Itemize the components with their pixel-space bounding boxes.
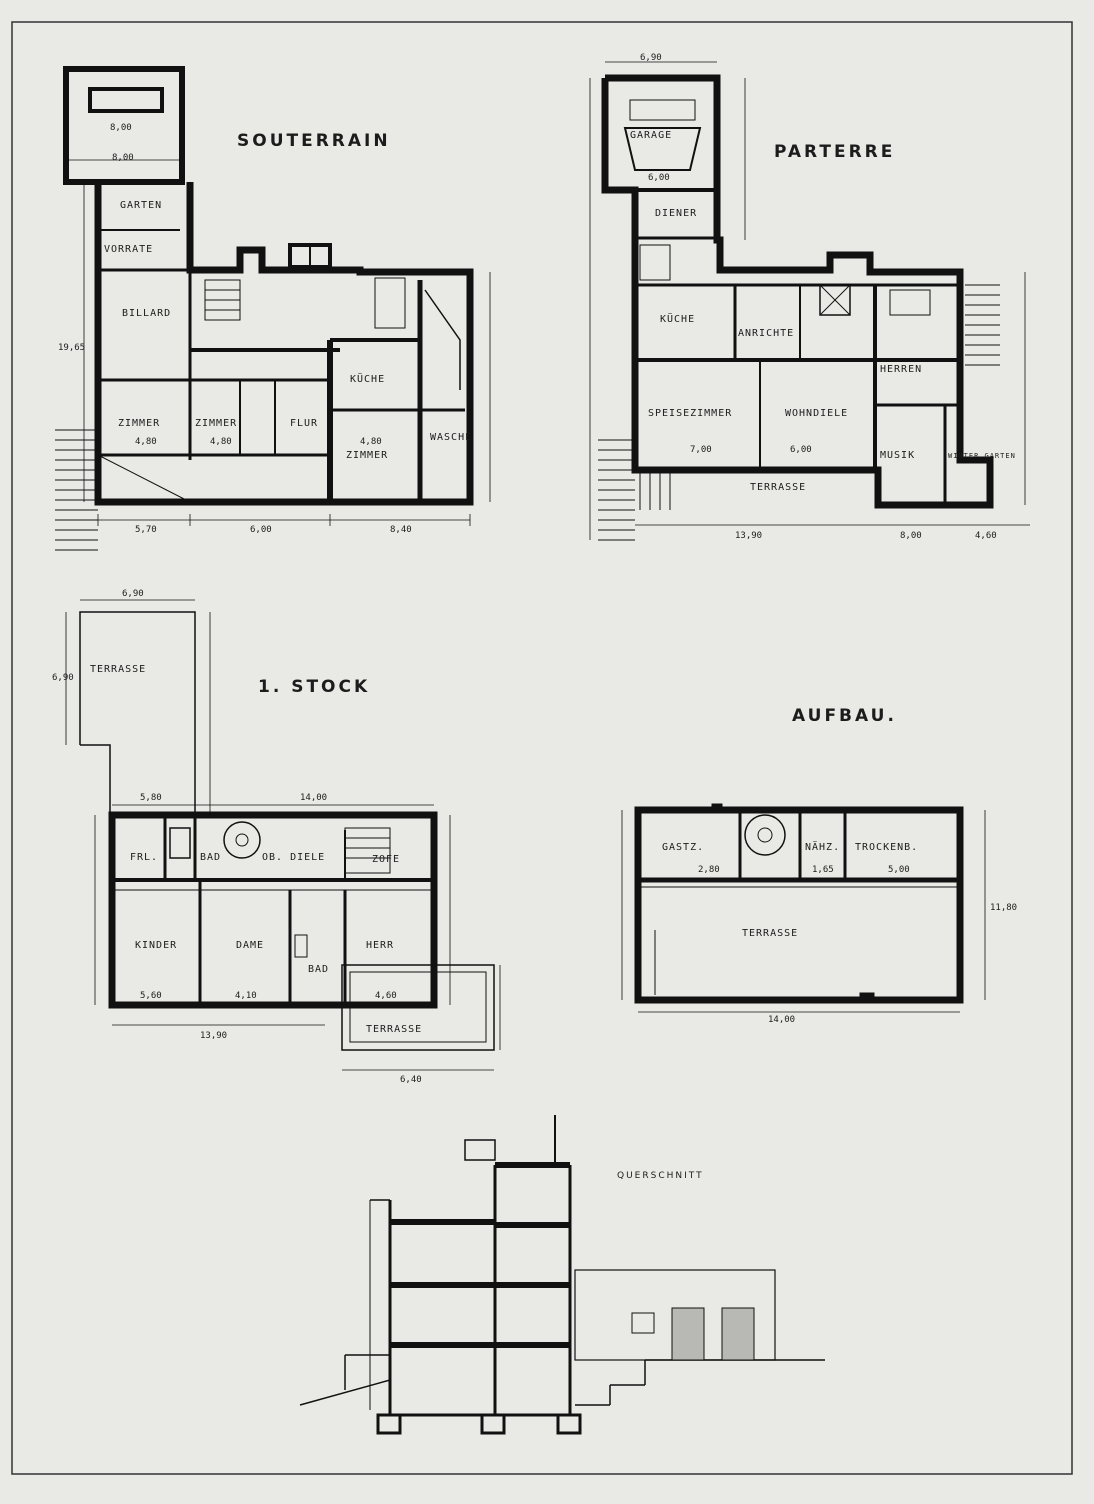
dim-label: 7,00 — [690, 445, 712, 455]
room-label: NÄHZ. — [805, 842, 841, 853]
room-label: TERRASSE — [366, 1024, 423, 1035]
dim-label: 6,00 — [790, 445, 812, 455]
dim-label: 2,80 — [698, 865, 720, 875]
dim-label: 6,00 — [648, 173, 670, 183]
dim-label: 4,80 — [210, 437, 232, 447]
room-label: FLUR — [290, 418, 319, 429]
dim-label: 14,00 — [300, 793, 328, 803]
dim-label: 8,40 — [390, 525, 412, 535]
dim-label: 19,65 — [58, 343, 86, 353]
room-label: GARTEN — [120, 200, 163, 211]
dim-label: 6,90 — [52, 673, 74, 683]
dim-label: 5,70 — [135, 525, 157, 535]
dim-label: 13,90 — [200, 1031, 228, 1041]
title-souterrain: SOUTERRAIN — [237, 131, 391, 151]
dim-label: 4,10 — [235, 991, 257, 1001]
room-label: FRL. — [130, 852, 159, 863]
dim-label: 6,40 — [400, 1075, 422, 1085]
dim-label: 5,80 — [140, 793, 162, 803]
room-label: BAD — [200, 852, 222, 863]
room-label: WOHNDIELE — [785, 408, 849, 419]
dim-label: 6,90 — [122, 589, 144, 599]
dim-label: 4,80 — [360, 437, 382, 447]
dim-label: 13,90 — [735, 531, 763, 541]
room-label: ZIMMER — [118, 418, 161, 429]
room-label: VORRATE — [104, 244, 154, 255]
dim-label: 8,00 — [112, 153, 134, 163]
title-aufbau: AUFBAU. — [792, 706, 897, 726]
room-label: KÜCHE — [660, 314, 696, 325]
room-label: WINTER GARTEN — [948, 452, 1016, 460]
room-label: TERRASSE — [90, 664, 147, 675]
room-label: BILLARD — [122, 308, 172, 319]
room-label: ANRICHTE — [738, 328, 795, 339]
dim-label: 4,60 — [975, 531, 997, 541]
room-label: TERRASSE — [750, 482, 807, 493]
room-label: GASTZ. — [662, 842, 705, 853]
room-label: HERR — [366, 940, 395, 951]
dim-label: 6,00 — [250, 525, 272, 535]
room-label: SPEISEZIMMER — [648, 408, 733, 419]
room-label: DAME — [236, 940, 265, 951]
dim-label: 4,80 — [135, 437, 157, 447]
room-label: ZOFE — [372, 854, 401, 865]
room-label: OB. DIELE — [262, 852, 326, 863]
dim-label: 1,65 — [812, 865, 834, 875]
dim-label: 5,00 — [888, 865, 910, 875]
room-label: DIENER — [655, 208, 698, 219]
room-label: MUSIK — [880, 450, 916, 461]
dim-label: 5,60 — [140, 991, 162, 1001]
dim-label: 8,00 — [900, 531, 922, 541]
dim-label: 8,00 — [110, 123, 132, 133]
room-label: TROCKENB. — [855, 842, 919, 853]
room-label: KINDER — [135, 940, 178, 951]
dim-label: 14,00 — [768, 1015, 796, 1025]
title-querschnitt: QUERSCHNITT — [617, 1171, 704, 1181]
room-label: TERRASSE — [742, 928, 799, 939]
room-label: BAD — [308, 964, 330, 975]
room-label: ZIMMER — [346, 450, 389, 461]
dim-label: 6,90 — [640, 53, 662, 63]
title-parterre: PARTERRE — [774, 142, 896, 162]
dim-label: 11,80 — [990, 903, 1018, 913]
room-label: ZIMMER — [195, 418, 238, 429]
room-label: WASCHE — [430, 432, 473, 443]
dim-label: 4,60 — [375, 991, 397, 1001]
room-label: GARAGE — [630, 130, 673, 141]
room-label: HERREN — [880, 364, 923, 375]
room-label: KÜCHE — [350, 374, 386, 385]
title-1-stock: 1. STOCK — [258, 677, 371, 697]
